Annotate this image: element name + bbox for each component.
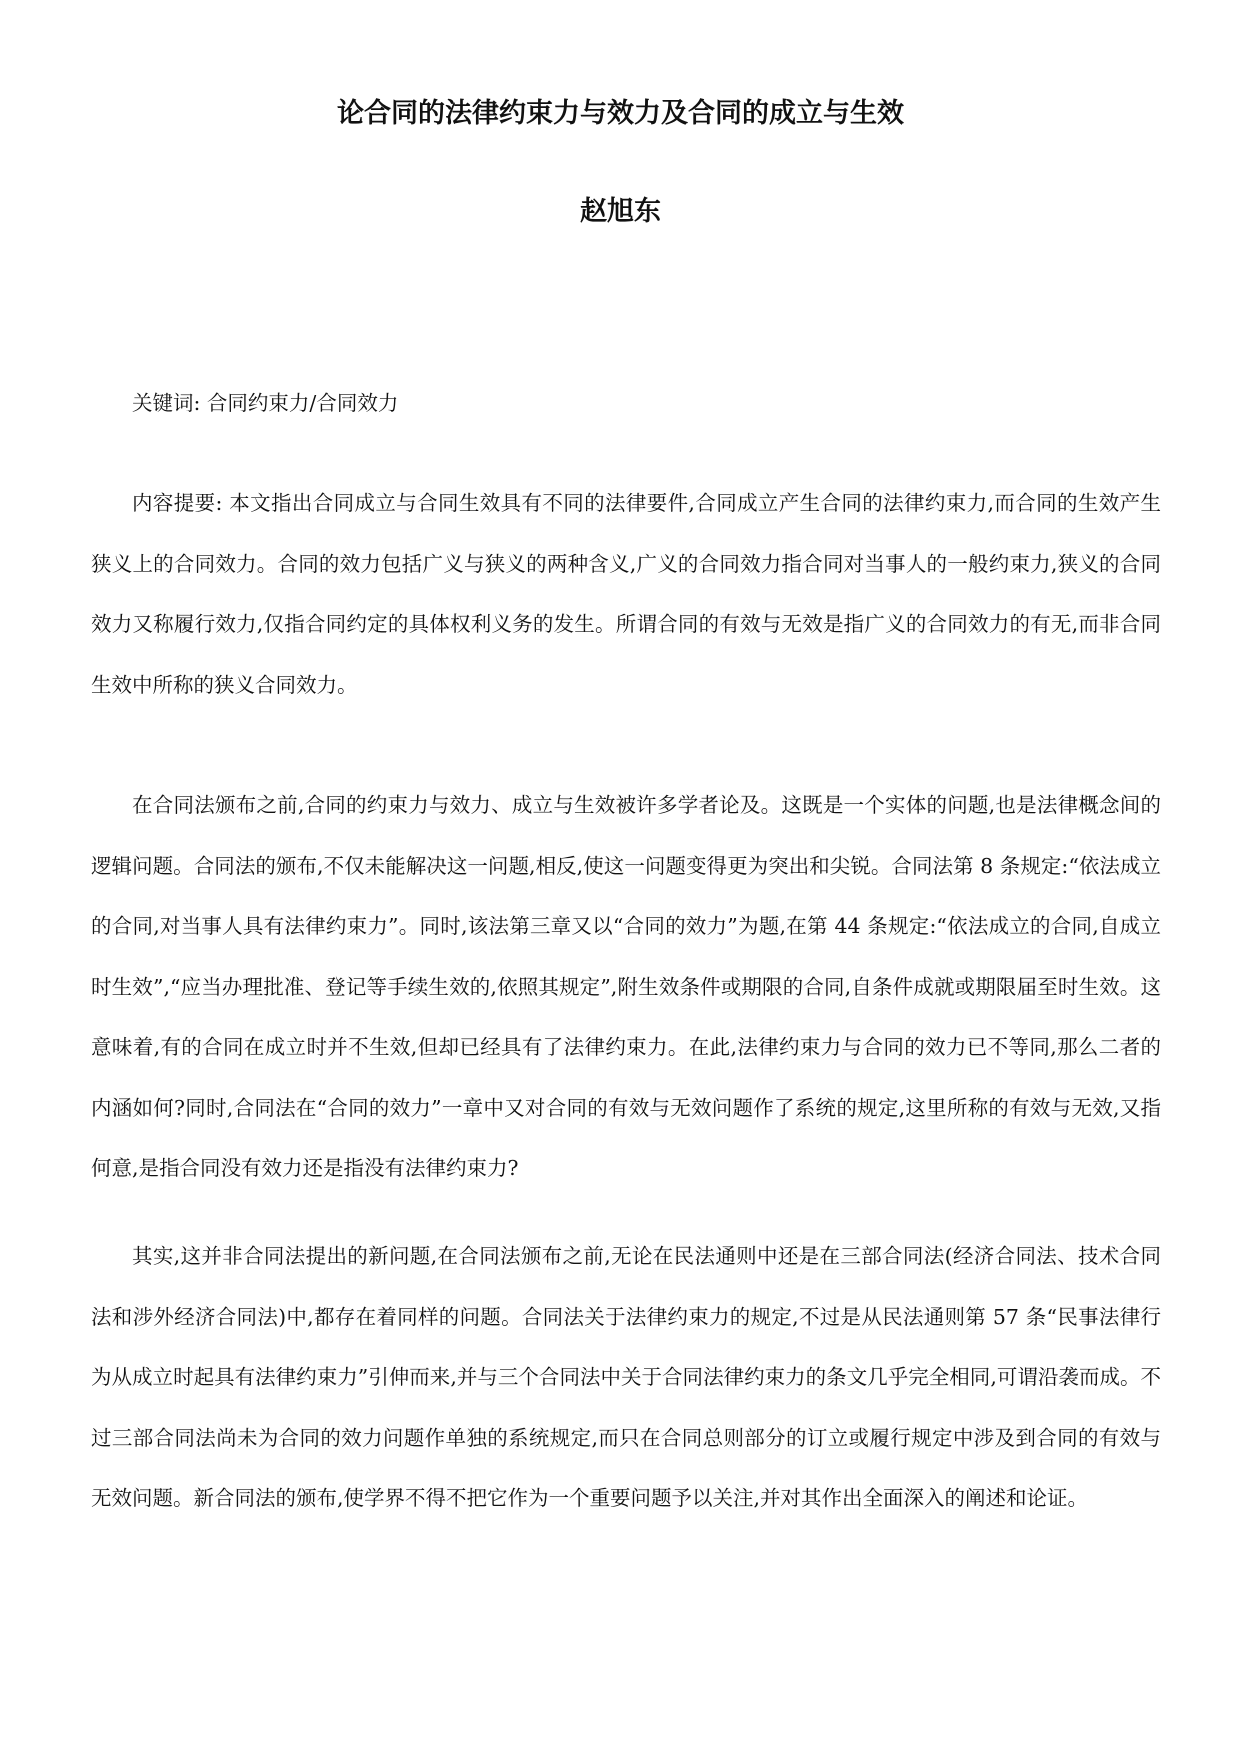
abstract-paragraph: 内容提要: 本文指出合同成立与合同生效具有不同的法律要件,合同成立产生合同的法律约束力,而合同的生效产生狭义上的合同效力。合同的效力包括广义与狭义的两种含义,广义的合同效力指合同对当事人的一般约束力,狭义的合同效力又称履行效力,仅指合同约定的具体权利义务的发生。所谓合同的有效与无效是指广义的合同效力的有无,而非合同生效中所称的狭义合同效力。 [91,491,1161,697]
keywords-paragraph: 关键词: 合同约束力/合同效力 [132,391,399,415]
body-paragraph: 在合同法颁布之前,合同的约束力与效力、成立与生效被许多学者论及。这既是一个实体的问题,也是法律概念间的逻辑问题。合同法的颁布,不仅未能解决这一问题,相反,使这一问题变得更为突出和尖锐。合同法第 8 条规定:“依法成立的合同,对当事人具有法律约束力”。同时,该法第三章又以“合同的效力”为题,在第 44 条规定:“依法成立的合同,自成立时生效”,“应当办理批准、登记等手续生效的,依照其规定”,附生效条件或期限的合同,自条件成就或期限届至时生效。这意味着,有的合同在成立时并不生效,但却已经具有了法律约束力。在此,法律约束力与合同的效力已不等同,那么二者的内涵如何?同时,合同法在“合同的效力”一章中又对合同的有效与无效问题作了系统的规定,这里所称的有效与无效,又指何意,是指合同没有效力还是指没有法律约束力? [91,793,1161,1180]
document-author: 赵旭东 [580,196,661,227]
body-paragraph: 其实,这并非合同法提出的新问题,在合同法颁布之前,无论在民法通则中还是在三部合同法(经济合同法、技术合同法和涉外经济合同法)中,都存在着同样的问题。合同法关于法律约束力的规定,不过是从民法通则第 57 条“民事法律行为从成立时起具有法律约束力”引伸而来,并与三个合同法中关于合同法律约束力的条文几乎完全相同,可谓沿袭而成。不过三部合同法尚未为合同的效力问题作单独的系统规定,而只在合同总则部分的订立或履行规定中涉及到合同的有效与无效问题。新合同法的颁布,使学界不得不把它作为一个重要问题予以关注,并对其作出全面深入的阐述和论证。 [91,1244,1161,1510]
document-title: 论合同的法律约束力与效力及合同的成立与生效 [337,98,904,129]
